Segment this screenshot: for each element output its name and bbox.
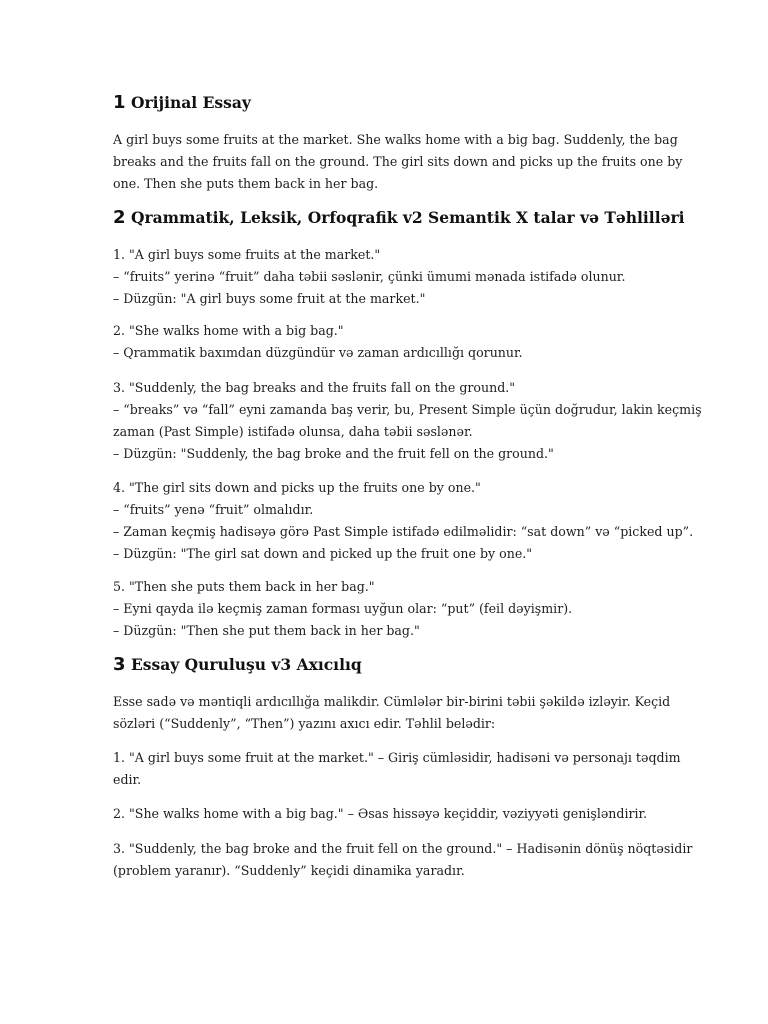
paragraph	[113, 691, 673, 735]
paragraph	[113, 838, 693, 882]
paragraph	[113, 576, 673, 642]
text-line: – “fruits” yenə “fruit” olmalıdır.	[113, 502, 314, 517]
text-line: one. Then she puts them back in her bag.	[113, 176, 379, 191]
text-line: 3. "Suddenly, the bag broke and the fruit fell on the ground." – Hadisənin dönüş nöqtəsidir	[113, 841, 693, 856]
text-line: – Düzgün: "Then she put them back in her bag."	[113, 623, 420, 638]
text-line: – Düzgün: "A girl buys some fruit at the market."	[113, 291, 426, 306]
text-line: – Zaman keçmiş hadisəyə görə Past Simple istifadə edilməlidir: “sat down” və “picked up”.	[113, 524, 694, 539]
section-title: Qrammatik, Leksik, Orfoqrafik v2 Semantik X talar və Təhlilləri	[130, 208, 685, 227]
paragraph	[113, 377, 702, 465]
text-line: zaman (Past Simple) istifadə olunsa, daha təbii səslənər.	[113, 424, 473, 439]
section-title: Essay Quruluşu v3 Axıcılıq	[130, 655, 362, 674]
section-number: 2	[113, 207, 126, 228]
text-line: 5. "Then she puts them back in her bag."	[113, 579, 375, 594]
section-3-heading	[113, 654, 362, 675]
text-line: – Eyni qayda ilə keçmiş zaman forması uyğun olar: “put” (feil dəyişmir).	[113, 601, 573, 616]
text-line: – Qrammatik baxımdan düzgündür və zaman ardıcıllığı qorunur.	[113, 345, 523, 360]
paragraph	[113, 244, 673, 310]
text-line: breaks and the fruits fall on the ground. The girl sits down and picks up the fruits one by	[113, 154, 683, 169]
paragraph	[113, 747, 681, 791]
paragraph	[113, 477, 694, 565]
text-line: 2. "She walks home with a big bag." – Əsas hissəyə keçiddir, vəziyyəti genişləndirir.	[113, 806, 648, 821]
paragraph	[113, 803, 673, 825]
text-line: edir.	[113, 772, 142, 787]
text-line: – Düzgün: "Suddenly, the bag broke and the fruit fell on the ground."	[113, 446, 554, 461]
text-line: A girl buys some fruits at the market. She walks home with a big bag. Suddenly, the bag	[113, 132, 678, 147]
section-2-heading	[113, 207, 685, 228]
section-title: Orijinal Essay	[130, 93, 251, 112]
text-line: – “breaks” və “fall” eyni zamanda baş verir, bu, Present Simple üçün doğrudur, lakin keçmiş	[113, 402, 702, 417]
text-line: 2. "She walks home with a big bag."	[113, 323, 344, 338]
text-line: 1. "A girl buys some fruit at the market." – Giriş cümləsidir, hadisəni və personajı təqdim	[113, 750, 681, 765]
text-line: – Düzgün: "The girl sat down and picked up the fruit one by one."	[113, 546, 533, 561]
text-line: 4. "The girl sits down and picks up the fruits one by one."	[113, 480, 481, 495]
text-line: 1. "A girl buys some fruits at the market."	[113, 247, 381, 262]
section-1-heading	[113, 92, 251, 113]
paragraph	[113, 320, 673, 364]
text-line: 3. "Suddenly, the bag breaks and the fruits fall on the ground."	[113, 380, 516, 395]
text-line: – “fruits” yerinə “fruit” daha təbii səslənir, çünki ümumi mənada istifadə olunur.	[113, 269, 626, 284]
text-line: (problem yaranır). “Suddenly” keçidi dinamika yaradır.	[113, 863, 465, 878]
section-number: 1	[113, 92, 126, 113]
paragraph	[113, 129, 683, 195]
text-line: sözləri (“Suddenly”, “Then”) yazını axıcı edir. Təhlil belədir:	[113, 716, 496, 731]
section-number: 3	[113, 654, 126, 675]
text-line: Esse sadə və məntiqli ardıcıllığa malikdir. Cümlələr bir-birini təbii şəkildə izləyir. Keçid	[113, 694, 671, 709]
